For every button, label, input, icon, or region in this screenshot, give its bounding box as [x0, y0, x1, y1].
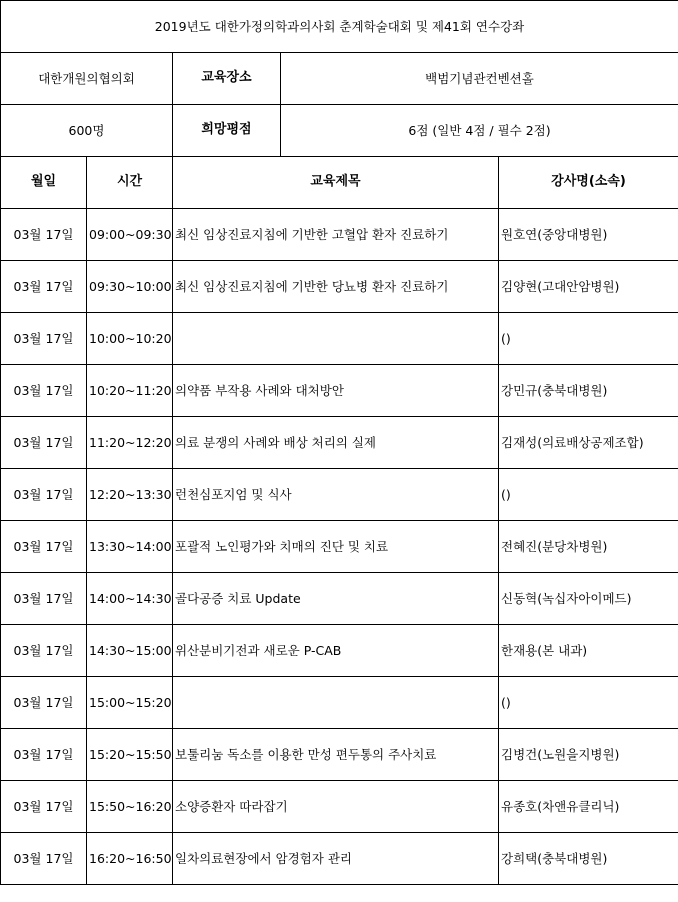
cell-lecturer: () — [499, 677, 678, 729]
capacity: 600명 — [1, 105, 173, 157]
cell-subject: 런천심포지엄 및 식사 — [173, 469, 499, 521]
cell-date: 03월 17일 — [1, 469, 87, 521]
cell-lecturer: 김병건(노원을지병원) — [499, 729, 678, 781]
table-row — [1, 625, 678, 677]
info-row-credits — [1, 105, 678, 157]
cell-time: 15:20~15:50 — [87, 729, 173, 781]
cell-date: 03월 17일 — [1, 677, 87, 729]
cell-subject — [173, 677, 499, 729]
table-row — [1, 469, 678, 521]
cell-date: 03월 17일 — [1, 729, 87, 781]
cell-date: 03월 17일 — [1, 573, 87, 625]
cell-date: 03월 17일 — [1, 209, 87, 261]
cell-subject — [173, 313, 499, 365]
page-title: 2019년도 대한가정의학과의사회 춘계학술대회 및 제41회 연수강좌 — [1, 1, 678, 53]
cell-time: 09:00~09:30 — [87, 209, 173, 261]
cell-subject: 위산분비기전과 새로운 P-CAB — [173, 625, 499, 677]
cell-time: 09:30~10:00 — [87, 261, 173, 313]
cell-subject: 포괄적 노인평가와 치매의 진단 및 치료 — [173, 521, 499, 573]
column-header-subject: 교육제목 — [173, 157, 499, 209]
cell-time: 16:20~16:50 — [87, 833, 173, 885]
cell-lecturer: 원호연(중앙대병원) — [499, 209, 678, 261]
venue-label: 교육장소 — [173, 53, 281, 105]
credits-label: 희망평점 — [173, 105, 281, 157]
cell-date: 03월 17일 — [1, 781, 87, 833]
table-row — [1, 573, 678, 625]
cell-time: 14:30~15:00 — [87, 625, 173, 677]
table-row — [1, 781, 678, 833]
cell-lecturer: 전혜진(분당차병원) — [499, 521, 678, 573]
table-row — [1, 417, 678, 469]
credits: 6점 (일반 4점 / 필수 2점) — [281, 105, 678, 157]
cell-lecturer: 강희택(충북대병원) — [499, 833, 678, 885]
organizer: 대한개원의협의회 — [1, 53, 173, 105]
cell-time: 13:30~14:00 — [87, 521, 173, 573]
cell-time: 15:50~16:20 — [87, 781, 173, 833]
cell-date: 03월 17일 — [1, 625, 87, 677]
cell-date: 03월 17일 — [1, 521, 87, 573]
venue: 백범기념관컨벤션홀 — [281, 53, 678, 105]
title-row — [1, 1, 678, 53]
cell-time: 14:00~14:30 — [87, 573, 173, 625]
table-row — [1, 365, 678, 417]
cell-lecturer: () — [499, 313, 678, 365]
table-row — [1, 677, 678, 729]
table-row — [1, 261, 678, 313]
cell-subject: 골다공증 치료 Update — [173, 573, 499, 625]
cell-lecturer: 김양현(고대안암병원) — [499, 261, 678, 313]
table-row — [1, 729, 678, 781]
cell-subject: 소양증환자 따라잡기 — [173, 781, 499, 833]
cell-date: 03월 17일 — [1, 417, 87, 469]
header-row — [1, 157, 678, 209]
table-row — [1, 313, 678, 365]
cell-date: 03월 17일 — [1, 365, 87, 417]
cell-lecturer: 유종호(차앤유클리닉) — [499, 781, 678, 833]
cell-lecturer: 김재성(의료배상공제조합) — [499, 417, 678, 469]
table-row — [1, 521, 678, 573]
column-header-date: 월일 — [1, 157, 87, 209]
info-row-venue — [1, 53, 678, 105]
cell-subject: 의료 분쟁의 사례와 배상 처리의 실제 — [173, 417, 499, 469]
cell-lecturer: () — [499, 469, 678, 521]
cell-time: 10:20~11:20 — [87, 365, 173, 417]
cell-lecturer: 신동혁(녹십자아이메드) — [499, 573, 678, 625]
cell-time: 11:20~12:20 — [87, 417, 173, 469]
table-row — [1, 209, 678, 261]
cell-subject: 최신 임상진료지침에 기반한 당뇨병 환자 진료하기 — [173, 261, 499, 313]
column-header-lecturer: 강사명(소속) — [499, 157, 678, 209]
cell-time: 10:00~10:20 — [87, 313, 173, 365]
cell-date: 03월 17일 — [1, 313, 87, 365]
cell-subject: 일차의료현장에서 암경험자 관리 — [173, 833, 499, 885]
column-header-time: 시간 — [87, 157, 173, 209]
cell-subject: 최신 임상진료지침에 기반한 고혈압 환자 진료하기 — [173, 209, 499, 261]
cell-subject: 보툴리눔 독소를 이용한 만성 편두통의 주사치료 — [173, 729, 499, 781]
cell-lecturer: 한재용(본 내과) — [499, 625, 678, 677]
cell-subject: 의약품 부작용 사례와 대처방안 — [173, 365, 499, 417]
cell-time: 12:20~13:30 — [87, 469, 173, 521]
cell-date: 03월 17일 — [1, 833, 87, 885]
table-row — [1, 833, 678, 885]
cell-time: 15:00~15:20 — [87, 677, 173, 729]
cell-lecturer: 강민규(충북대병원) — [499, 365, 678, 417]
cell-date: 03월 17일 — [1, 261, 87, 313]
